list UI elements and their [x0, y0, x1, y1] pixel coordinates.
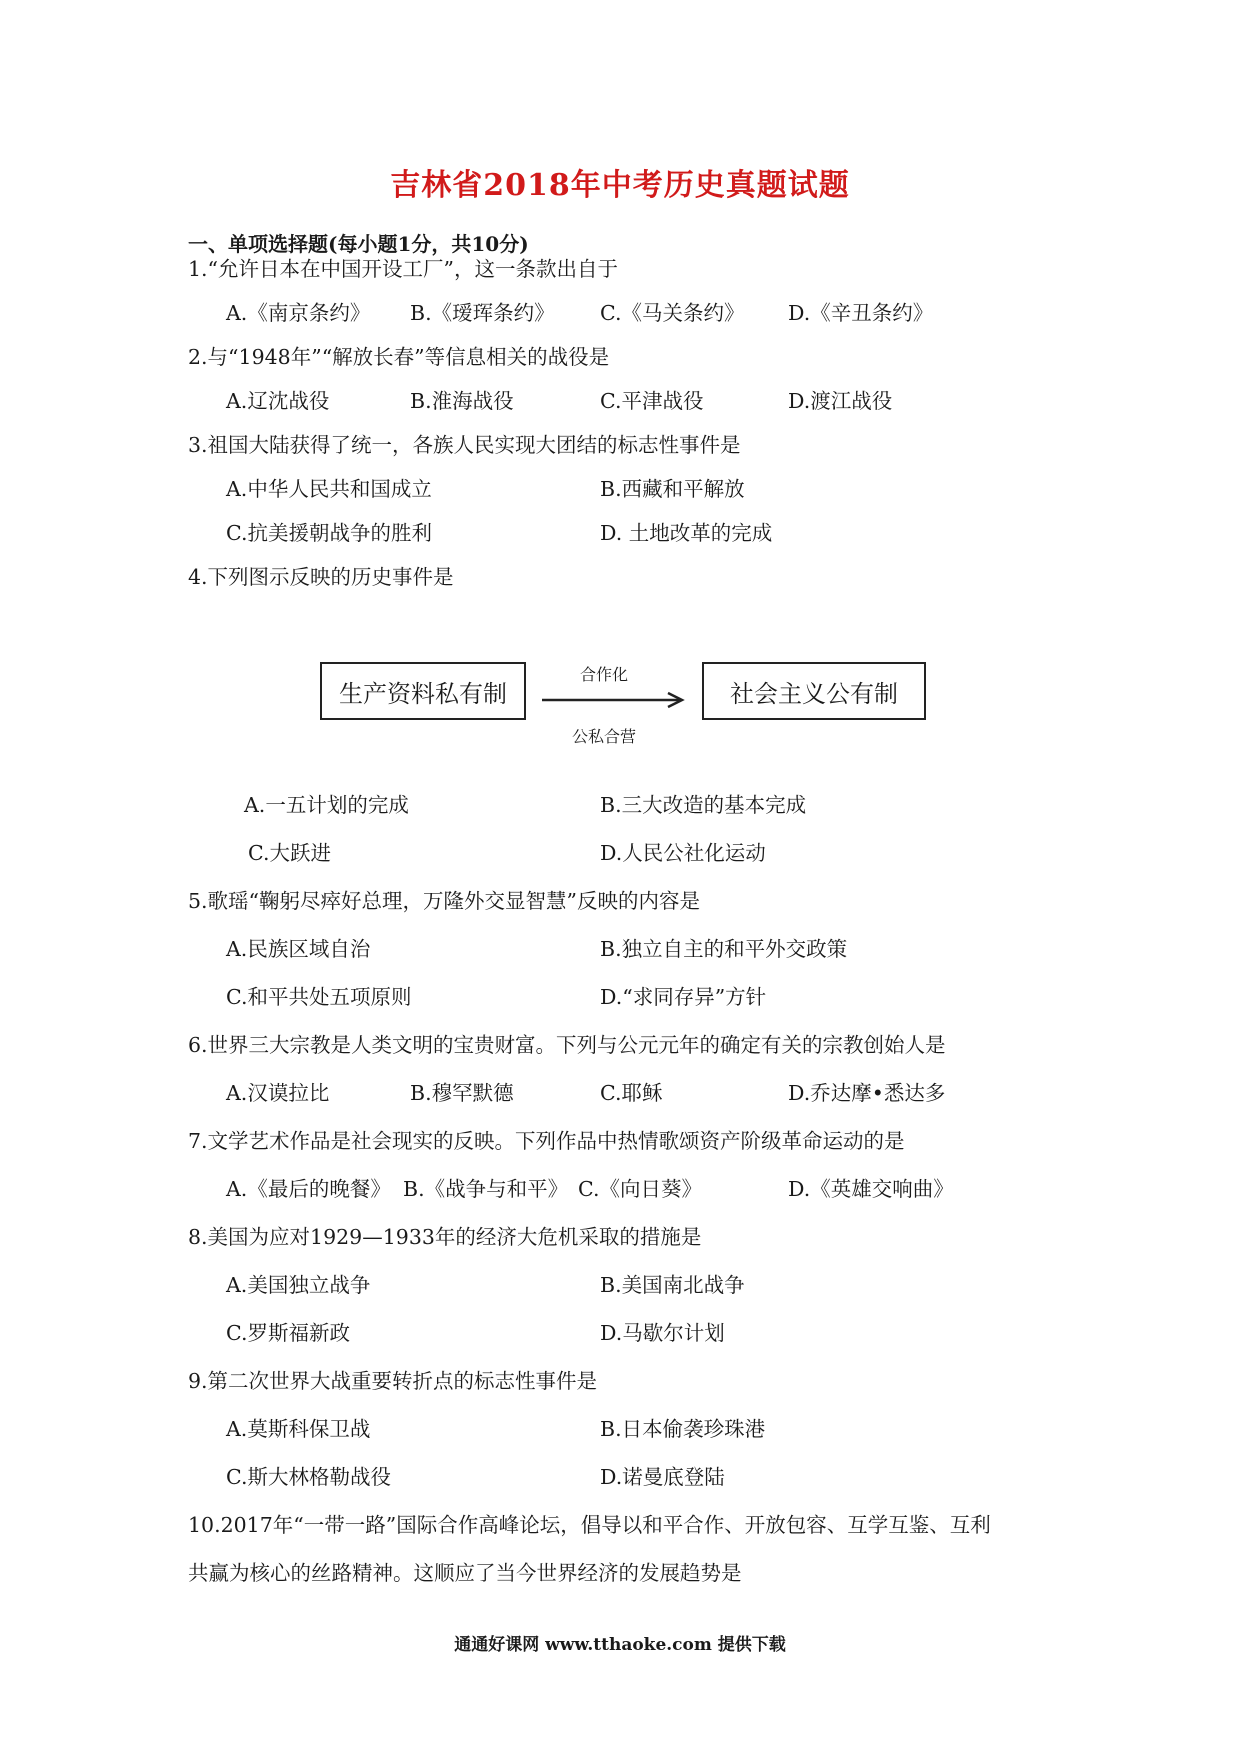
- q6-option-b: B.穆罕默德: [410, 1081, 514, 1105]
- footer-source: 通通好课网 www.tthaoke.com 提供下载: [454, 1635, 786, 1655]
- q2-option-d: D.渡江战役: [788, 389, 893, 413]
- q8-option-a: A.美国独立战争: [226, 1273, 371, 1297]
- q7-option-a: A.《最后的晚餐》: [226, 1177, 391, 1201]
- question-3-stem: 3.祖国大陆获得了统一，各族人民实现大团结的标志性事件是: [188, 433, 741, 457]
- q5-option-d: D.“求同存异”方针: [600, 985, 767, 1009]
- q8-option-d: D.马歇尔计划: [600, 1321, 725, 1345]
- q4-option-a: A.一五计划的完成: [244, 793, 409, 817]
- q3-option-b: B.西藏和平解放: [600, 477, 745, 501]
- question-10-stem-continued: 共赢为核心的丝路精神。这顺应了当今世界经济的发展趋势是: [188, 1561, 742, 1585]
- section-heading: 一、单项选择题(每小题1分，共10分): [188, 232, 529, 256]
- q4-option-d: D.人民公社化运动: [600, 841, 766, 865]
- q5-option-b: B.独立自主的和平外交政策: [600, 937, 848, 961]
- question-7-stem: 7.文学艺术作品是社会现实的反映。下列作品中热情歌颂资产阶级革命运动的是: [188, 1129, 905, 1153]
- q1-option-a: A.《南京条约》: [226, 301, 371, 325]
- question-8-stem: 8.美国为应对1929—1933年的经济大危机采取的措施是: [188, 1225, 702, 1249]
- question-9-stem: 9.第二次世界大战重要转折点的标志性事件是: [188, 1369, 598, 1393]
- q9-option-c: C.斯大林格勒战役: [226, 1465, 391, 1489]
- q3-option-c: C.抗美援朝战争的胜利: [226, 521, 432, 545]
- question-2-stem: 2.与“1948年”“解放长春”等信息相关的战役是: [188, 345, 610, 369]
- q1-option-c: C.《马关条约》: [600, 301, 745, 325]
- q1-option-b: B.《瑷珲条约》: [410, 301, 555, 325]
- q7-option-d: D.《英雄交响曲》: [788, 1177, 954, 1201]
- question-4-stem: 4.下列图示反映的历史事件是: [188, 565, 454, 589]
- q6-option-c: C.耶稣: [600, 1081, 663, 1105]
- q3-option-a: A.中华人民共和国成立: [226, 477, 432, 501]
- q4-option-c: C.大跃进: [248, 841, 331, 865]
- q6-option-a: A.汉谟拉比: [226, 1081, 330, 1105]
- q3-option-d: D. 土地改革的完成: [600, 521, 773, 545]
- q2-option-a: A.辽沈战役: [226, 389, 330, 413]
- diagram-label-joint-venture: 公私合营: [572, 727, 637, 746]
- q9-option-d: D.诺曼底登陆: [600, 1465, 725, 1489]
- q9-option-b: B.日本偷袭珍珠港: [600, 1417, 766, 1441]
- page-title: 吉林省2018年中考历史真题试题: [390, 168, 850, 203]
- q6-option-d: D.乔达摩•悉达多: [788, 1081, 946, 1105]
- q9-option-a: A.莫斯科保卫战: [226, 1417, 371, 1441]
- q5-option-a: A.民族区域自治: [226, 937, 371, 961]
- diagram-box-public-ownership: 社会主义公有制: [702, 662, 926, 720]
- q7-option-c: C.《向日葵》: [578, 1177, 702, 1201]
- diagram-arrow-icon: [540, 690, 690, 710]
- q4-option-b: B.三大改造的基本完成: [600, 793, 807, 817]
- q2-option-b: B.淮海战役: [410, 389, 514, 413]
- q7-option-b: B.《战争与和平》: [403, 1177, 569, 1201]
- q2-option-c: C.平津战役: [600, 389, 704, 413]
- question-5-stem: 5.歌瑶“鞠躬尽瘁好总理，万隆外交显智慧”反映的内容是: [188, 889, 701, 913]
- q8-option-c: C.罗斯福新政: [226, 1321, 350, 1345]
- question-6-stem: 6.世界三大宗教是人类文明的宝贵财富。下列与公元元年的确定有关的宗教创始人是: [188, 1033, 946, 1057]
- question-10-stem: 10.2017年“一带一路”国际合作高峰论坛，倡导以和平合作、开放包容、互学互鉴、互利: [188, 1513, 991, 1537]
- question-1-stem: 1.“允许日本在中国开设工厂”，这一条款出自于: [188, 257, 619, 281]
- q5-option-c: C.和平共处五项原则: [226, 985, 412, 1009]
- q1-option-d: D.《辛丑条约》: [788, 301, 934, 325]
- q8-option-b: B.美国南北战争: [600, 1273, 745, 1297]
- diagram-label-cooperation: 合作化: [580, 665, 629, 684]
- diagram-box-private-ownership: 生产资料私有制: [320, 662, 526, 720]
